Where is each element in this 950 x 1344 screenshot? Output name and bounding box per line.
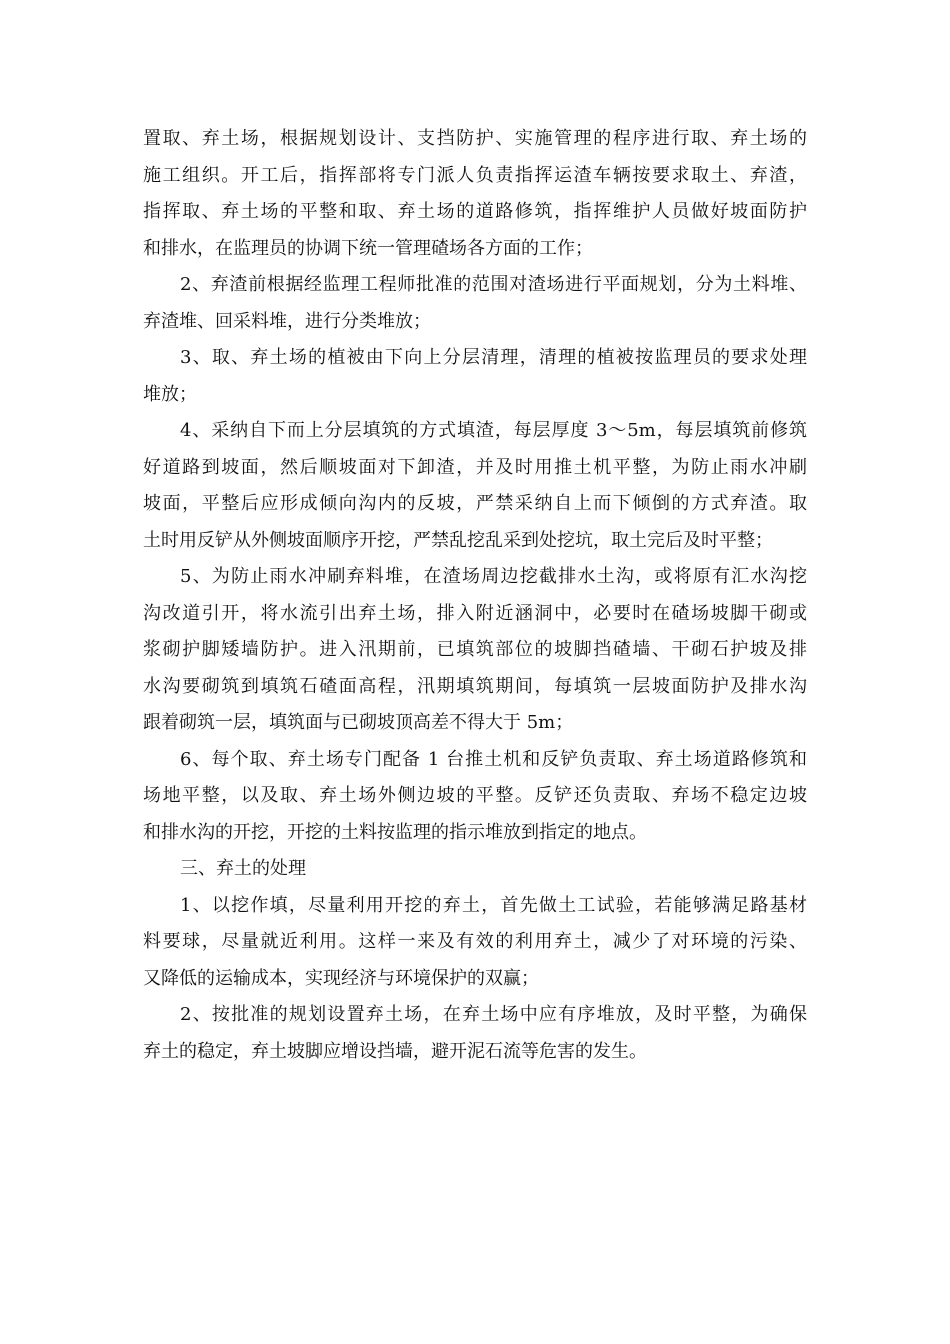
text-line: 弃渣堆、回采料堆，进行分类堆放； <box>143 310 431 332</box>
text-line: 和排水，在监理员的协调下统一管理碴场各方面的工作； <box>143 237 593 259</box>
text-line: 场地平整，以及取、弃土场外侧边坡的平整。反铲还负责取、弃场不稳定边坡 <box>143 785 807 806</box>
text-line: 土时用反铲从外侧坡面顺序开挖，严禁乱挖乱采到处挖坑，取土完后及时平整； <box>143 529 773 551</box>
text-line: 2、弃渣前根据经监理工程师批准的范围对渣场进行平面规划，分为土料堆、 <box>180 274 807 295</box>
paragraph-handling-2 <box>143 997 807 1070</box>
text-line: 又降低的运输成本，实现经济与环境保护的双赢； <box>143 967 539 989</box>
text-line: 水沟要砌筑到填筑石碴面高程，汛期填筑期间，每填筑一层坡面防护及排水沟 <box>143 675 807 697</box>
document-body <box>143 121 807 1070</box>
paragraph-item-4 <box>143 413 807 559</box>
paragraph-item-3 <box>143 340 807 413</box>
text-line: 坡面，平整后应形成倾向沟内的反坡，严禁采纳自上而下倾倒的方式弃渣。取 <box>143 493 807 514</box>
paragraph-item-6 <box>143 742 807 852</box>
text-line: 弃土的稳定，弃土坡脚应增设挡墙，避开泥石流等危害的发生。 <box>143 1040 647 1062</box>
text-line: 三、弃土的处理 <box>180 858 306 879</box>
section-heading-spoil-handling <box>143 851 807 888</box>
text-line: 跟着砌筑一层，填筑面与已砌坡顶高差不得大于 5m； <box>143 712 574 733</box>
text-line: 好道路到坡面，然后顺坡面对下卸渣，并及时用推土机平整，为防止雨水冲刷 <box>143 456 807 478</box>
text-line: 浆砌护脚矮墙防护。进入汛期前，已填筑部位的坡脚挡碴墙、干砌石护坡及排 <box>143 639 807 660</box>
text-line: 沟改道引开，将水流引出弃土场，排入附近涵洞中，必要时在碴场坡脚干砌或 <box>143 602 807 624</box>
paragraph-handling-1 <box>143 888 807 998</box>
paragraph-item-5 <box>143 559 807 742</box>
paragraph-site-organization <box>143 121 807 267</box>
text-line: 2、按批准的规划设置弃土场，在弃土场中应有序堆放，及时平整，为确保 <box>180 1004 807 1025</box>
text-line: 5、为防止雨水冲刷弃料堆，在渣场周边挖截排水土沟，或将原有汇水沟挖 <box>180 566 807 587</box>
text-line: 料要球，尽量就近利用。这样一来及有效的利用弃土，减少了对环境的污染、 <box>143 931 807 952</box>
text-line: 1、以挖作填，尽量利用开挖的弃土，首先做土工试验，若能够满足路基材 <box>180 894 807 916</box>
text-line: 6、每个取、弃土场专门配备 1 台推土机和反铲负责取、弃土场道路修筑和 <box>180 748 807 770</box>
text-line: 3、取、弃土场的植被由下向上分层清理，清理的植被按监理员的要求处理 <box>180 347 807 368</box>
text-line: 置取、弃土场，根据规划设计、支挡防护、实施管理的程序进行取、弃土场的 <box>143 128 807 149</box>
paragraph-item-2 <box>143 267 807 340</box>
text-line: 4、采纳自下而上分层填筑的方式填渣，每层厚度 3～5m，每层填筑前修筑 <box>180 420 807 441</box>
text-line: 施工组织。开工后，指挥部将专门派人负责指挥运渣车辆按要求取土、弃渣， <box>143 164 807 186</box>
text-line: 和排水沟的开挖，开挖的土料按监理的指示堆放到指定的地点。 <box>143 821 647 843</box>
text-line: 指挥取、弃土场的平整和取、弃土场的道路修筑，指挥维护人员做好坡面防护 <box>143 201 807 222</box>
text-line: 堆放； <box>143 383 197 405</box>
